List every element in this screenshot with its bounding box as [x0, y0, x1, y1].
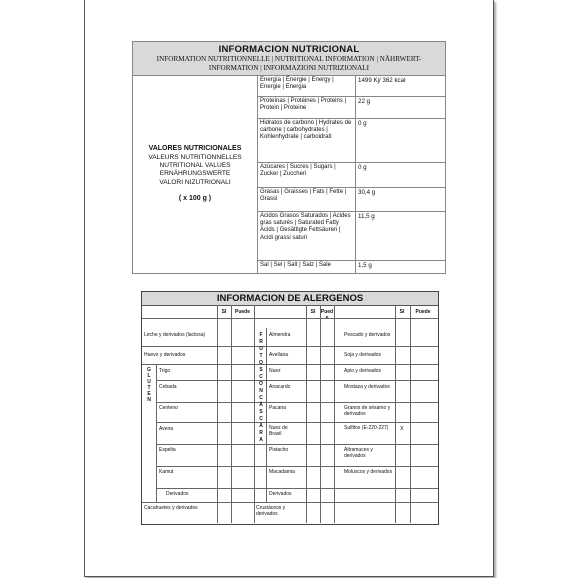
nutrient-label: Energía | Énergie | Energy | Energie | Energia — [258, 75, 356, 96]
nutrient-label: Sal | Sel | Salt | Salz | Sale — [258, 260, 356, 273]
grid-line — [156, 380, 438, 381]
nutrition-header — [133, 42, 446, 76]
nutrient-value: 1,5 g — [356, 260, 446, 273]
nutrient-value: 1499 Kj/ 362 kcal — [356, 75, 446, 96]
nutrient-label: Proteínas | Protéines | Proteins | Protein | Proteine — [258, 96, 356, 118]
col-puede: Puede — [234, 309, 250, 315]
col-si: SI — [221, 309, 227, 315]
nutrition-values-label — [133, 75, 258, 273]
grid-line — [320, 305, 321, 523]
gluten-item: Cebada — [159, 384, 177, 390]
grid-line — [254, 305, 255, 523]
gluten-vertical-label: G L U T E N — [147, 367, 151, 404]
col-si: SI — [399, 309, 405, 315]
allergen-right: Moluscos y derivados — [344, 469, 393, 475]
grid-line — [142, 502, 438, 503]
grid-line — [142, 318, 438, 319]
nut-item: Derivados — [269, 491, 292, 497]
nut-item: Pacana — [269, 405, 286, 411]
allergen-right: Apio y derivados — [344, 368, 381, 374]
col-si: SI — [310, 309, 316, 315]
grid-line — [334, 305, 335, 523]
gluten-item: Centeno — [159, 405, 178, 411]
nut-item: Macadamia — [269, 469, 295, 475]
allergen-right: Sulfitos (E-220-227) — [344, 425, 389, 431]
nutrient-value: 30,4 g — [356, 187, 446, 211]
allergen-egg: Huevo y derivados — [144, 352, 186, 358]
grid-line — [231, 305, 232, 523]
allergen-milk: Leche y derivados (lactosa) — [144, 332, 206, 338]
col-puede: Puede — [415, 309, 431, 315]
gluten-item: Kamut — [159, 469, 174, 475]
left-line: ERNÄHRUNGSWERTE — [159, 170, 231, 178]
grid-line — [410, 305, 411, 523]
allergen-right: Pescado y derivados — [344, 332, 391, 338]
grid-line — [156, 488, 438, 489]
allergen-right: Granos de sésamo y derivados — [344, 405, 391, 418]
nutrient-value: 0 g — [356, 162, 446, 187]
left-line: VALEURS NUTRITIONNELLES — [148, 153, 242, 161]
nut-item: Nuez — [269, 368, 281, 374]
gluten-item: Avena — [159, 426, 174, 432]
allergen-table — [141, 291, 439, 525]
allergen-right: Mostaza y derivados — [344, 384, 390, 390]
nut-item: Almendra — [269, 332, 291, 338]
allergen-title: INFORMACION DE ALERGENOS — [142, 292, 438, 306]
nutrient-label: Acidos Grasos Saturados | Acides gras saturés | Saturated Fatty Acids | Gesättigte Fettsäuren | Acidi grassi saturi — [258, 211, 356, 260]
grid-line — [217, 305, 218, 523]
gluten-item: Derivados — [166, 491, 189, 497]
nutrient-value: 0 g — [356, 118, 446, 162]
sulfitos-si-mark: X — [400, 426, 404, 432]
nutrient-label: Azúcares | Sucres | Sugars | Zucker | Zuccheri — [258, 162, 356, 187]
grid-line — [395, 305, 396, 523]
grid-line — [266, 328, 267, 502]
nut-item: Anacardo — [269, 384, 291, 390]
nut-item: Pistacho — [269, 447, 289, 453]
col-puede: Pued e — [320, 309, 334, 321]
allergen-crustaceans: Crustáceos y derivados — [256, 505, 286, 518]
nutrient-value: 22 g — [356, 96, 446, 118]
left-line: NUTRITIONAL VALUES — [159, 162, 231, 170]
allergen-peanuts: Cacahuetes y derivados — [144, 505, 198, 511]
nut-item: Nuez de Brasil — [269, 425, 288, 438]
nutrition-subtitle: INFORMATION NUTRITIONNELLE | NUTRITIONAL INFORMATION | NÄHRWERT-INFORMATION | INFORMAZIONI NUTRIZIONALI — [156, 55, 422, 72]
nutrition-title: INFORMACION NUTRICIONAL — [218, 44, 360, 55]
grid-line — [156, 364, 157, 502]
grid-line — [156, 402, 438, 403]
grid-line — [156, 422, 438, 423]
allergen-right: Soja y derivados — [344, 352, 381, 358]
nutrient-value: 11,5 g — [356, 211, 446, 260]
left-line: VALORI NIZUTRIONALI — [159, 178, 231, 186]
nutrition-table — [132, 41, 446, 274]
allergen-right: Altramuces y derivados — [344, 447, 373, 460]
grid-line — [156, 444, 438, 445]
left-heading: VALORES NUTRICIONALES — [148, 145, 242, 153]
grid-line — [156, 466, 438, 467]
per-100g: ( x 100 g ) — [178, 195, 212, 203]
nut-item: Avellana — [269, 352, 289, 358]
nutrient-label: Grasas | Graisses | Fats | Fette | Grassi — [258, 187, 356, 211]
gluten-item: Trigo — [159, 368, 171, 374]
nuts-vertical-label: F R U T O S C O N C Á S C A R A — [259, 332, 263, 443]
grid-line — [142, 364, 438, 365]
nutrient-label: Hidratos de carbono | Hydrates de carbone | carbohydrates | Kohlenhydrate | carboidrati — [258, 118, 356, 162]
grid-line — [306, 305, 307, 523]
gluten-item: Espelta — [159, 447, 176, 453]
grid-line — [142, 346, 438, 347]
